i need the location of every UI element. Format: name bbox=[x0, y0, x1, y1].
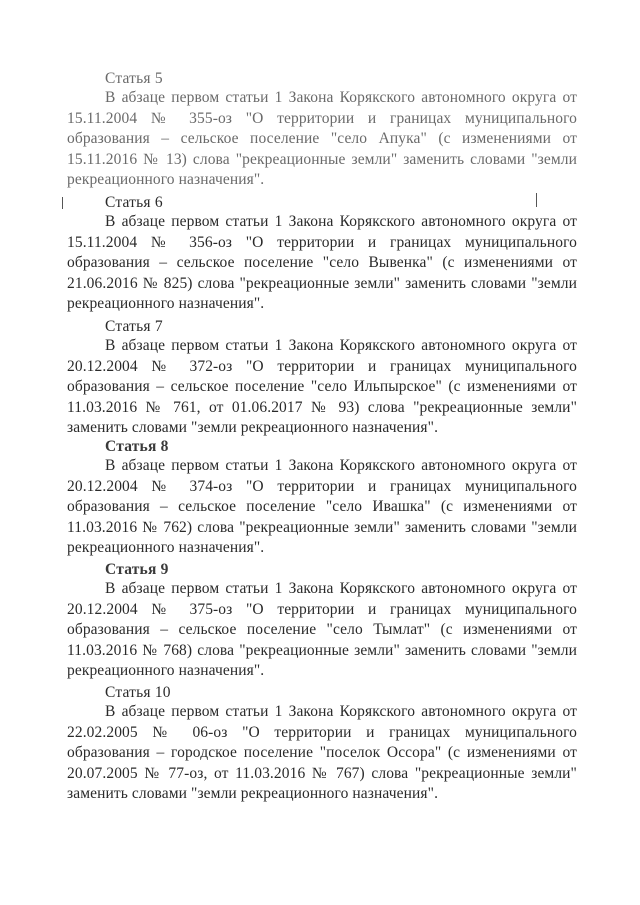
article-9 bbox=[67, 561, 577, 682]
article-heading: Статья 8 bbox=[105, 438, 169, 455]
article-heading: Статья 7 bbox=[105, 318, 163, 335]
article-body: В абзаце первом статьи 1 Закона Корякского автономного округа от 20.12.2004 № 372-оз "О территории и границах муниципального образования – сельское поселение "село Ильпырское" (с изменениями от 11.03.2016 № 761, от 01.06.2017 № 93) слова "рекреационные земли" заменить словами "земли рекреационного назначения". bbox=[67, 337, 577, 437]
article-7 bbox=[67, 318, 577, 439]
article-6 bbox=[67, 194, 577, 315]
article-body: В абзаце первом статьи 1 Закона Корякского автономного округа от 15.11.2004 № 355-оз "О территории и границах муниципального образования – сельское поселение "село Апука" (с изменениями от 15.11.2016 № 13) слова "рекреационные земли" заменить словами "земли рекреационного назначения". bbox=[67, 89, 577, 189]
article-heading: Статья 6 bbox=[105, 194, 163, 211]
article-8 bbox=[67, 438, 577, 559]
article-heading: Статья 10 bbox=[105, 684, 171, 701]
article-5 bbox=[67, 70, 577, 191]
article-heading: Статья 5 bbox=[105, 70, 163, 87]
article-10 bbox=[67, 684, 577, 805]
article-body: В абзаце первом статьи 1 Закона Корякского автономного округа от 20.12.2004 № 374-оз "О территории и границах муниципального образования – сельское поселение "село Ивашка" (с изменениями от 11.03.2016 № 762) слова "рекреационные земли" заменить словами "земли рекреационного назначения". bbox=[67, 457, 577, 557]
article-heading: Статья 9 bbox=[105, 561, 169, 578]
article-body: В абзаце первом статьи 1 Закона Корякского автономного округа от 20.12.2004 № 375-оз "О территории и границах муниципального образования – сельское поселение "село Тымлат" (с изменениями от 11.03.2016 № 768) слова "рекреационные земли" заменить словами "земли рекреационного назначения". bbox=[67, 580, 577, 680]
article-body: В абзаце первом статьи 1 Закона Корякского автономного округа от 15.11.2004 № 356-оз "О территории и границах муниципального образования – сельское поселение "село Вывенка" (с изменениями от 21.06.2016 № 825) слова "рекреационные земли" заменить словами "земли рекреационного назначения". bbox=[67, 213, 577, 313]
scan-mark-left bbox=[62, 197, 63, 209]
article-body: В абзаце первом статьи 1 Закона Корякского автономного округа от 22.02.2005 № 06-оз "О территории и границах муниципального образования – городское поселение "поселок Оссора" (с изменениями от 20.07.2005 № 77-оз, от 11.03.2016 № 767) слова "рекреационные земли" заменить словами "земли рекреационного назначения". bbox=[67, 703, 577, 803]
